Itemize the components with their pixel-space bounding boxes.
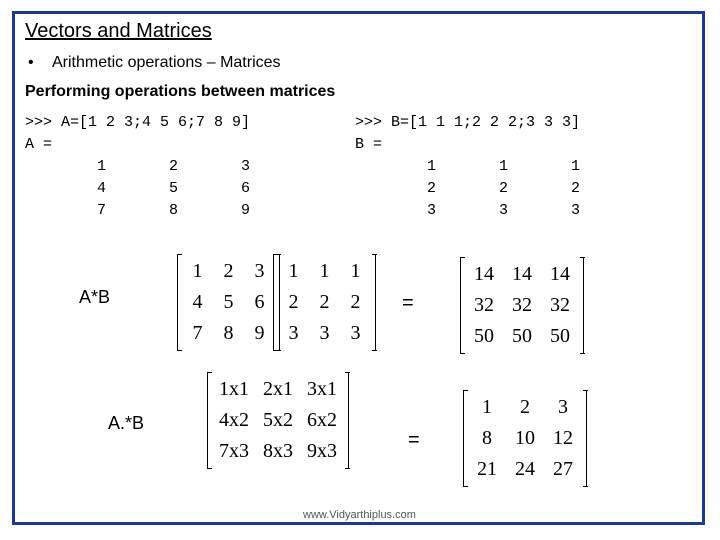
slide-title: Vectors and Matrices <box>25 20 212 42</box>
matrix-cell: 10 <box>515 427 535 449</box>
matrix-cell: 6 <box>254 291 265 313</box>
matrix-cell: 14 <box>550 263 570 285</box>
matrix-cell: 2 <box>520 396 530 418</box>
matrix-cell: 2 <box>319 291 330 313</box>
matrix-cell: 4x2 <box>219 409 249 431</box>
matrix-cell: 32 <box>550 294 570 316</box>
matrix-cell: 8 <box>223 322 234 344</box>
matrix-a <box>177 254 280 351</box>
matrix-cell: 27 <box>553 458 573 480</box>
matrix-cell: 21 <box>477 458 497 480</box>
matrix-elemmul-expression <box>207 372 349 469</box>
matrix-cell: 5x2 <box>263 409 293 431</box>
footer-url: www.Vidyarthiplus.com <box>303 509 416 521</box>
matrix-cell: 9 <box>254 322 265 344</box>
elemmul-label: A.*B <box>108 413 145 433</box>
matmul-equals: = <box>402 292 414 314</box>
matrix-cell: 1 <box>288 260 299 282</box>
matrix-matmul-result <box>460 257 584 354</box>
code-matrix-b: >>> B=[1 1 1;2 2 2;3 3 3] B = 1 1 1 2 2 2 3 3 3 <box>355 114 581 219</box>
matrix-cell: 50 <box>550 325 570 347</box>
matrix-cell: 2 <box>288 291 299 313</box>
matrix-cell: 14 <box>512 263 532 285</box>
matrix-cell: 8 <box>482 427 492 449</box>
matrix-cell: 3 <box>288 322 299 344</box>
elemmul-equals: = <box>408 429 420 451</box>
matrix-cell: 3 <box>350 322 361 344</box>
matrix-cell: 32 <box>474 294 494 316</box>
matrix-cell: 1 <box>350 260 361 282</box>
matrix-cell: 7 <box>192 322 203 344</box>
bullet-marker: • <box>28 54 34 71</box>
matrix-cell: 1 <box>192 260 203 282</box>
matrix-cell: 8x3 <box>263 440 293 462</box>
matrix-cell: 2 <box>223 260 234 282</box>
matrix-cell: 3 <box>254 260 265 282</box>
section-heading: Performing operations between matrices <box>25 83 336 100</box>
matrix-cell: 2x1 <box>263 378 293 400</box>
matrix-cell: 50 <box>512 325 532 347</box>
matrix-cell: 50 <box>474 325 494 347</box>
matrix-elemmul-result <box>463 390 587 487</box>
slide-subtitle: Arithmetic operations – Matrices <box>52 54 281 71</box>
matmul-label: A*B <box>79 287 111 307</box>
matrix-cell: 3x1 <box>307 378 337 400</box>
matrix-cell: 9x3 <box>307 440 337 462</box>
matrix-cell: 1 <box>319 260 330 282</box>
matrix-cell: 5 <box>223 291 234 313</box>
code-matrix-a: >>> A=[1 2 3;4 5 6;7 8 9] A = 1 2 3 4 5 6 7 8 9 <box>25 114 251 219</box>
matrix-cell: 2 <box>350 291 361 313</box>
matrix-cell: 14 <box>474 263 494 285</box>
matrix-cell: 1x1 <box>219 378 249 400</box>
matrix-cell: 6x2 <box>307 409 337 431</box>
matrix-cell: 24 <box>515 458 535 480</box>
matrix-b <box>273 254 376 351</box>
matrix-cell: 3 <box>558 396 568 418</box>
matrix-cell: 4 <box>192 291 203 313</box>
matrix-cell: 3 <box>319 322 330 344</box>
matrix-cell: 1 <box>482 396 492 418</box>
matrix-cell: 7x3 <box>219 440 249 462</box>
matrix-cell: 12 <box>553 427 573 449</box>
matrix-cell: 32 <box>512 294 532 316</box>
